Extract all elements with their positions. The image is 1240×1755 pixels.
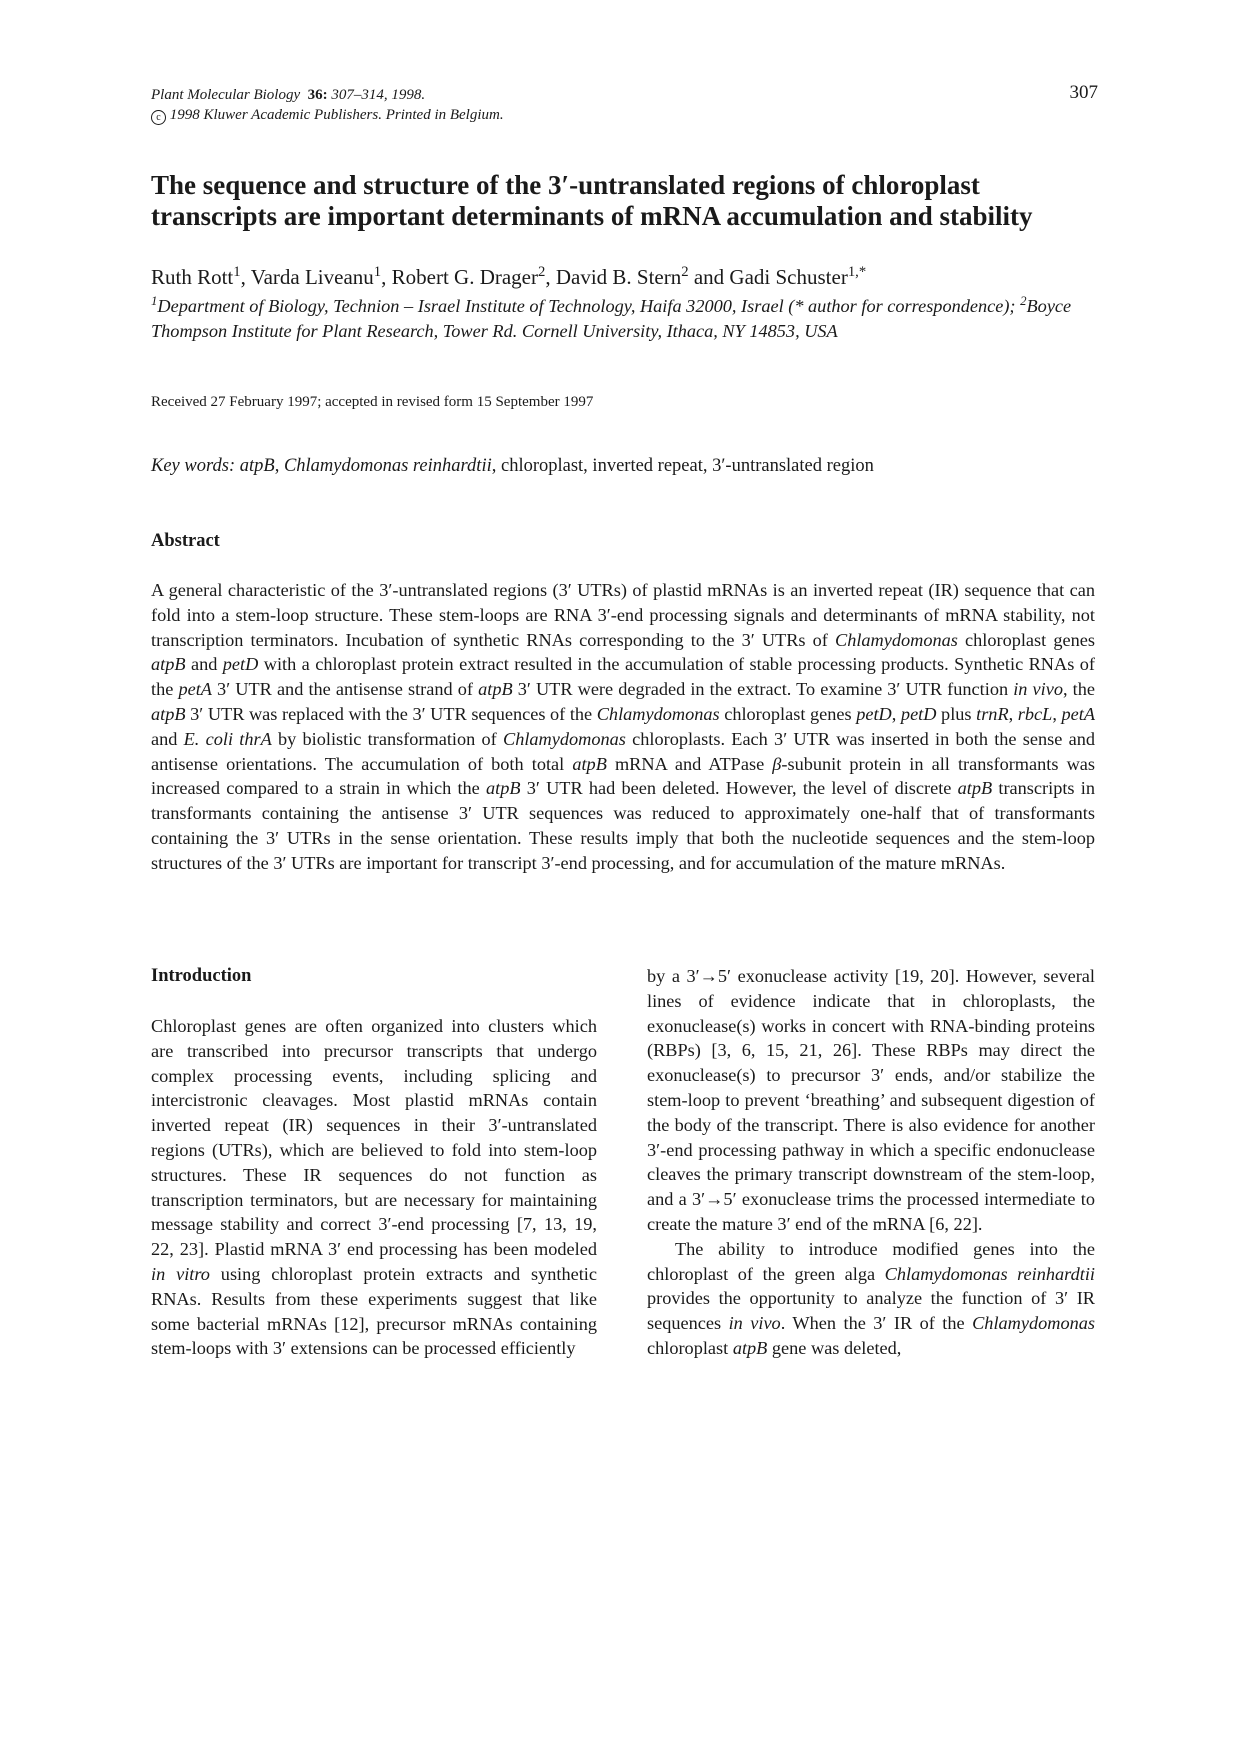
keywords: Key words: atpB, Chlamydomonas reinhardtii, chloroplast, inverted repeat, 3′-untranslated region: [151, 456, 874, 476]
text-run: chloroplast: [647, 1337, 733, 1358]
italic-term: petA: [178, 679, 212, 700]
author-list: [151, 265, 866, 290]
italic-term: petD: [222, 654, 259, 675]
introduction-column-2: [647, 964, 1095, 1361]
page-number: 307: [1069, 82, 1098, 103]
introduction-heading: Introduction: [151, 966, 252, 986]
text-run: and: [151, 728, 184, 749]
text-run: 3′ UTR had been deleted. However, the level of discrete: [520, 778, 958, 799]
text-run: 3′ UTR was replaced with the 3′ UTR sequences of the: [185, 703, 597, 724]
italic-term: Chlamydomonas: [972, 1313, 1095, 1334]
italic-term: rbcL: [1017, 703, 1053, 724]
text-run: A general characteristic of the 3′-untranslated regions (3′ UTRs) of plastid mRNAs is an inverted repeat (IR) sequence that can fold into a stem-loop structure. These stem-loops are RNA 3′-end processing signals and determinants of mRNA stability, not transcription terminators. Incubation of synthetic RNAs corresponding to the 3′ UTRs of: [151, 580, 1095, 650]
text-run: chloroplast genes: [719, 703, 857, 724]
text-run: chloroplasts. Each 3′ UTR was inserted in both the sense and antisense orientations. The accumulation of both total: [151, 728, 1095, 774]
journal-volume: 36:: [307, 87, 328, 103]
italic-term: in vivo: [728, 1313, 781, 1334]
text-run: Chloroplast genes are often organized into clusters which are transcribed into precursor transcripts that undergo complex processing events, including splicing and intercistronic cleavages. Most plastid mRNAs contain inverted repeat (IR) sequences in their 3′-untranslated regions (UTRs), which are believed to fold into stem-loop structures. These IR sequences do not function as transcription terminators, but are necessary for maintaining message stability and correct 3′-end processing [7, 13, 19, 22, 23]. Plastid mRNA 3′ end processing has been modeled: [151, 1016, 597, 1260]
author: Ruth Rott$^1$,: [151, 264, 251, 289]
italic-term: β: [772, 753, 782, 774]
italic-term: trnR: [976, 703, 1009, 724]
italic-term: atpB: [732, 1337, 768, 1358]
text-run: by a 3′→5′ exonuclease activity [19, 20]. However, several lines of evidence indicate that in chloroplasts, the exonuclease(s) works in concert with RNA-binding proteins (RBPs) [3, 6, 15, 21, 26]. These RBPs may direct the exonuclease(s) to precursor 3′ ends, and/or stabilize the stem-loop to prevent ‘breathing’ and subsequent digestion of the body of the transcript. There is also evidence for another 3′-end processing pathway in which a specific endonuclease cleaves the primary transcript downstream of the stem-loop, and a 3′→5′ exonuclease trims the processed intermediate to create the mature 3′ end of the mRNA [6, 22].: [647, 966, 1095, 1234]
text-run: 3′ UTR and the antisense strand of: [211, 679, 479, 700]
italic-term: petA: [1061, 703, 1095, 724]
journal-pages: 307–314, 1998.: [327, 87, 426, 103]
paper-title: The sequence and structure of the 3′-untranslated regions of chloroplast transcripts are important determinants of mRNA accumulation and stability: [151, 170, 1033, 231]
italic-term: atpB: [486, 778, 521, 799]
journal-header: [151, 85, 504, 125]
affiliations: $^1$Department of Biology, Technion – Israel Institute of Technology, Haifa 32000, Israel (* author for correspondence); $^2$Boyce Thompson Institute for Plant Research, Tower Rd. Cornell University, Ithaca, NY 14853, USA: [151, 293, 1072, 341]
text-run: and: [185, 654, 223, 675]
introduction-paragraph: [647, 964, 1095, 1237]
text-run: ,: [1052, 703, 1062, 724]
text-run: ,: [1008, 703, 1018, 724]
introduction-column-1: [151, 1014, 597, 1361]
text-run: ,: [891, 703, 901, 724]
text-run: The ability to introduce modified genes into the chloroplast of the green alga: [647, 1238, 1095, 1284]
copyright-icon: c: [151, 110, 166, 125]
italic-term: in vivo: [1013, 679, 1063, 700]
text-run: plus: [936, 703, 977, 724]
italic-term: atpB: [957, 778, 993, 799]
italic-term: Chlamydomonas: [503, 728, 626, 749]
abstract-heading: Abstract: [151, 531, 220, 551]
received-dates: Received 27 February 1997; accepted in revised form 15 September 1997: [151, 394, 594, 410]
text-run: . When the 3′ IR of the: [780, 1313, 973, 1334]
text-run: with a chloroplast protein extract resulted in the accumulation of stable processing products. Synthetic RNAs of the: [151, 654, 1095, 700]
author: David B. Stern$^2$ and: [555, 264, 730, 289]
text-run: transcripts in transformants containing the antisense 3′ UTR sequences was reduced to approximately one-half that of transformants containing the 3′ UTRs in the sense orientation. These results imply that both the nucleotide sequences and the stem-loop structures of the 3′ UTRs are important for transcript 3′-end processing, and for accumulation of the mature mRNAs.: [151, 778, 1095, 873]
text-run: using chloroplast protein extracts and synthetic RNAs. Results from these experiments suggest that like some bacterial mRNAs [12], precursor mRNAs containing stem-loops with 3′ extensions can be processed efficiently: [151, 1263, 597, 1359]
italic-term: petD: [856, 703, 892, 724]
text-run: gene was deleted,: [767, 1337, 902, 1358]
author: Gadi Schuster$^{1,*}$: [729, 264, 867, 289]
italic-term: atpB: [151, 654, 186, 675]
italic-term: in vitro: [151, 1263, 210, 1284]
introduction-paragraph: [647, 1237, 1095, 1361]
copyright-line: [151, 105, 504, 125]
italic-term: E. coli thrA: [183, 728, 272, 749]
italic-term: Chlamydomonas: [596, 703, 720, 724]
affiliation-1: Department of Biology, Technion – Israel Institute of Technology, Haifa 32000, Israel (* author for correspondence);: [157, 296, 1021, 316]
journal-citation: [151, 85, 504, 105]
abstract-text: [151, 578, 1095, 876]
italic-term: atpB: [151, 703, 186, 724]
text-run: chloroplast genes: [957, 629, 1095, 650]
copyright-text: 1998 Kluwer Academic Publishers. Printed in Belgium.: [166, 107, 504, 123]
text-run: provides the opportunity to analyze the function of 3′ IR sequences: [647, 1288, 1095, 1334]
text-run: , the: [1062, 679, 1095, 700]
text-run: mRNA and ATPase: [606, 753, 773, 774]
text-run: by biolistic transformation of: [271, 728, 503, 749]
italic-term: petD: [900, 703, 937, 724]
italic-term: Chlamydomonas: [835, 629, 958, 650]
affiliation-2: Boyce Thompson Institute for Plant Research, Tower Rd. Cornell University, Ithaca, NY 14853, USA: [151, 296, 1072, 341]
italic-term: atpB: [478, 679, 513, 700]
text-run: -subunit protein in all transformants was increased compared to a strain in which the: [151, 753, 1096, 799]
author: Varda Liveanu$^1$,: [250, 264, 392, 289]
italic-term: atpB: [572, 753, 607, 774]
text-run: 3′ UTR were degraded in the extract. To examine 3′ UTR function: [512, 679, 1014, 700]
keywords-label: Key words:: [151, 456, 240, 476]
journal-name: Plant Molecular Biology: [151, 87, 301, 103]
author: Robert G. Drager$^2$,: [391, 264, 556, 289]
italic-term: Chlamydomonas reinhardtii: [884, 1263, 1095, 1284]
